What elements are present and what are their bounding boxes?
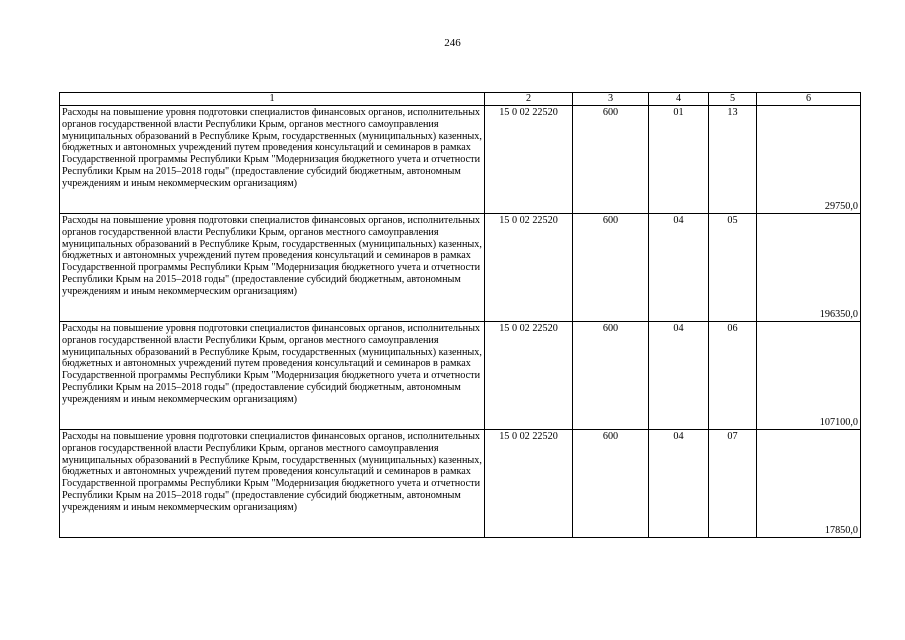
- row-description: Расходы на повышение уровня подготовки специалистов финансовых органов, исполнительных органов государственной власти Республики Крым, органов местного самоуправления муниципальных образований в Республике Крым, государственных (муниципальных) казенных, бюджетных и автономных учреждений путем проведения консультаций и семинаров в рамках Государственной программы Республики Крым "Модернизация бюджетного учета и отчетности Республики Крым на 2015–2018 годы" (предоставление субсидий бюджетным, автономным учреждениям и иным некоммерческим организациям): [60, 430, 485, 538]
- row-expense-type: 600: [573, 322, 649, 430]
- row-section: 01: [649, 106, 709, 214]
- row-subsection: 05: [709, 214, 757, 322]
- table-row: [60, 214, 861, 322]
- row-target-code: 15 0 02 22520: [485, 214, 573, 322]
- column-header-6: 6: [757, 93, 861, 106]
- row-subsection: 06: [709, 322, 757, 430]
- row-section: 04: [649, 430, 709, 538]
- row-amount: 29750,0: [757, 106, 861, 214]
- column-header-1: 1: [60, 93, 485, 106]
- column-header-3: 3: [573, 93, 649, 106]
- row-expense-type: 600: [573, 214, 649, 322]
- row-subsection: 07: [709, 430, 757, 538]
- row-description: Расходы на повышение уровня подготовки специалистов финансовых органов, исполнительных органов государственной власти Республики Крым, органов местного самоуправления муниципальных образований в Республике Крым, государственных (муниципальных) казенных, бюджетных и автономных учреждений путем проведения консультаций и семинаров в рамках Государственной программы Республики Крым "Модернизация бюджетного учета и отчетности Республики Крым на 2015–2018 годы" (предоставление субсидий бюджетным, автономным учреждениям и иным некоммерческим организациям): [60, 214, 485, 322]
- row-expense-type: 600: [573, 106, 649, 214]
- column-header-2: 2: [485, 93, 573, 106]
- row-target-code: 15 0 02 22520: [485, 106, 573, 214]
- row-section: 04: [649, 214, 709, 322]
- row-amount: 107100,0: [757, 322, 861, 430]
- row-target-code: 15 0 02 22520: [485, 430, 573, 538]
- page-number: 246: [444, 37, 461, 49]
- row-section: 04: [649, 322, 709, 430]
- table-row: [60, 430, 861, 538]
- row-description: Расходы на повышение уровня подготовки специалистов финансовых органов, исполнительных органов государственной власти Республики Крым, органов местного самоуправления муниципальных образований в Республике Крым, государственных (муниципальных) казенных, бюджетных и автономных учреждений путем проведения консультаций и семинаров в рамках Государственной программы Республики Крым "Модернизация бюджетного учета и отчетности Республики Крым на 2015–2018 годы" (предоставление субсидий бюджетным, автономным учреждениям и иным некоммерческим организациям): [60, 322, 485, 430]
- budget-table: [59, 92, 861, 538]
- row-target-code: 15 0 02 22520: [485, 322, 573, 430]
- row-expense-type: 600: [573, 430, 649, 538]
- row-subsection: 13: [709, 106, 757, 214]
- row-amount: 196350,0: [757, 214, 861, 322]
- column-header-4: 4: [649, 93, 709, 106]
- table-header-row: [60, 93, 861, 106]
- table-row: [60, 106, 861, 214]
- column-header-5: 5: [709, 93, 757, 106]
- row-amount: 17850,0: [757, 430, 861, 538]
- row-description: Расходы на повышение уровня подготовки специалистов финансовых органов, исполнительных органов государственной власти Республики Крым, органов местного самоуправления муниципальных образований в Республике Крым, государственных (муниципальных) казенных, бюджетных и автономных учреждений путем проведения консультаций и семинаров в рамках Государственной программы Республики Крым "Модернизация бюджетного учета и отчетности Республики Крым на 2015–2018 годы" (предоставление субсидий бюджетным, автономным учреждениям и иным некоммерческим организациям): [60, 106, 485, 214]
- table-row: [60, 322, 861, 430]
